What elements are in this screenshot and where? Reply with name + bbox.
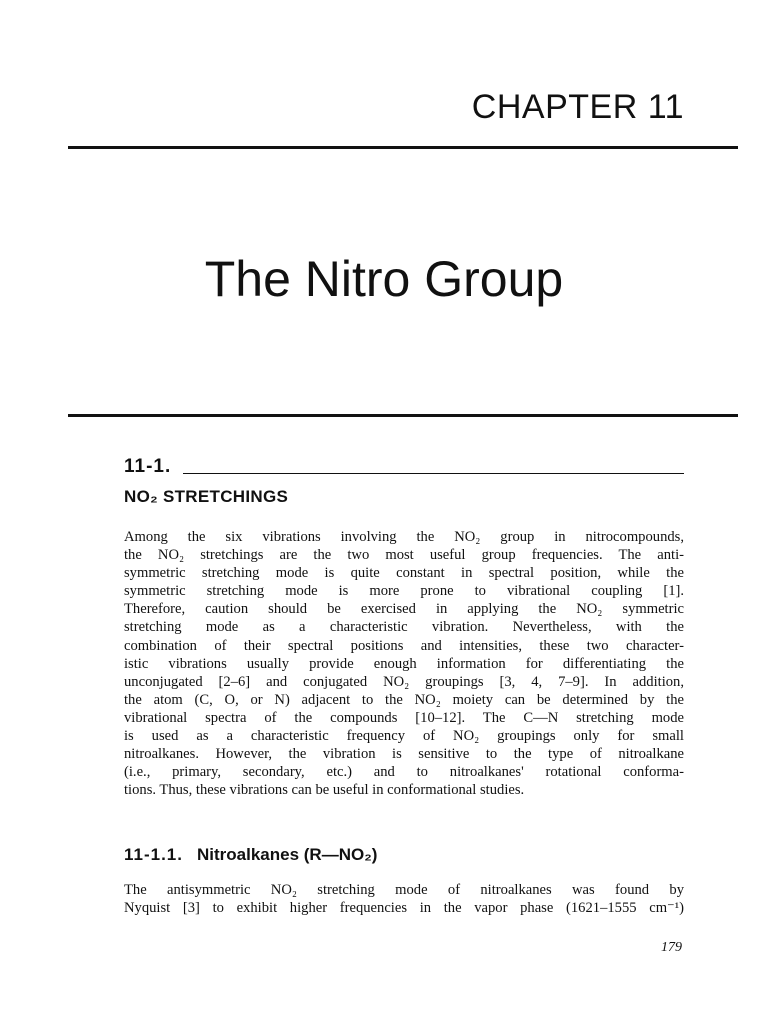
paragraph-line: symmetric stretching mode is quite constant in spectral position, while the <box>124 565 684 582</box>
bottom-rule <box>68 414 738 417</box>
subsection-title: Nitroalkanes (R—NO₂) <box>197 845 378 864</box>
chapter-title: The Nitro Group <box>204 251 564 307</box>
paragraph-line: The antisymmetric NO₂ stretching mode of nitroalkanes was found by <box>124 882 684 898</box>
section-rule <box>183 473 684 474</box>
paragraph-line: (i.e., primary, secondary, etc.) and to nitroalkanes' rotational conforma- <box>124 764 684 781</box>
paragraph-line: unconjugated [2–6] and conjugated NO₂ groupings [3, 4, 7–9]. In addition, <box>124 673 684 690</box>
paragraph-line: symmetric stretching mode is more prone to vibrational coupling [1]. <box>124 583 684 600</box>
paragraph-line: tions. Thus, these vibrations can be useful in conformational studies. <box>124 782 525 799</box>
section-paragraph <box>124 528 684 799</box>
section-number-row <box>124 456 684 478</box>
paragraph-line: stretching mode as a characteristic vibration. Nevertheless, with the <box>124 619 684 636</box>
subsection-heading <box>124 845 377 865</box>
paragraph-line: combination of their spectral positions and intensities, these two character- <box>124 637 684 654</box>
section-heading: NO₂ STRETCHINGS <box>124 487 289 506</box>
subsection-number: 11-1.1. <box>124 845 183 864</box>
paragraph-line: Among the six vibrations involving the NO₂ group in nitrocompounds, <box>124 529 684 545</box>
paragraph-line: the NO₂ stretchings are the two most useful group frequencies. The anti- <box>124 547 684 564</box>
paragraph-line: vibrational spectra of the compounds [10–12]. The C—N stretching mode <box>124 709 684 726</box>
paragraph-line: nitroalkanes. However, the vibration is sensitive to the type of nitroalkane <box>124 746 684 763</box>
paragraph-line: the atom (C, O, or N) adjacent to the NO₂ moiety can be determined by the <box>124 691 684 708</box>
chapter-label: CHAPTER 11 <box>471 88 684 126</box>
subsection-paragraph <box>124 881 684 917</box>
paragraph-line: Therefore, caution should be exercised in applying the NO₂ symmetric <box>124 601 684 618</box>
paragraph-line: is used as a characteristic frequency of NO₂ groupings only for small <box>124 728 684 745</box>
top-rule <box>68 146 738 149</box>
page-number: 179 <box>661 940 682 955</box>
section-number: 11-1. <box>124 456 172 477</box>
paragraph-line: Nyquist [3] to exhibit higher frequencies in the vapor phase (1621–1555 cm⁻¹) <box>124 900 684 917</box>
paragraph-line: istic vibrations usually provide enough information for differentiating the <box>124 655 684 672</box>
